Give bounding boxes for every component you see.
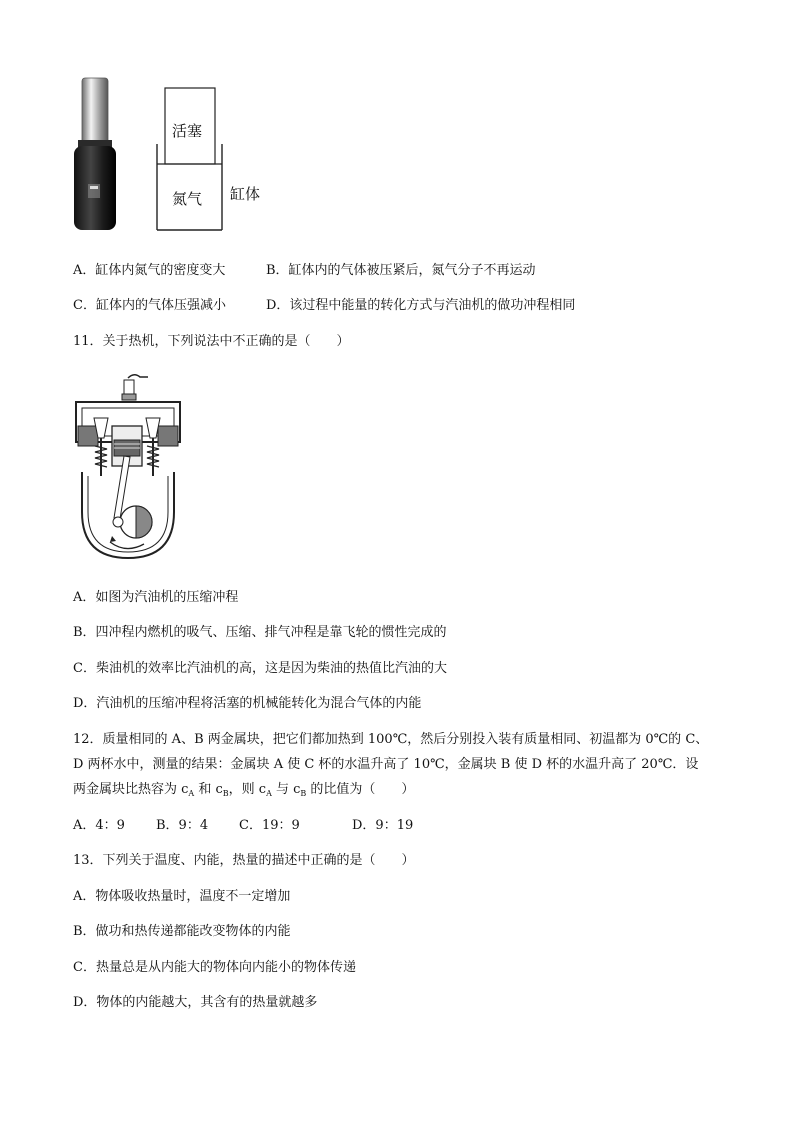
q12-option-d[interactable]: D．9：19 — [352, 818, 414, 833]
q11-option-b[interactable]: B．四冲程内燃机的吸气、压缩、排气冲程是靠飞轮的惯性完成的 — [73, 625, 447, 640]
cylinder-label: 缸体 — [230, 185, 261, 203]
q12-option-c[interactable]: C．19：9 — [239, 818, 300, 833]
q11-option-c[interactable]: C．柴油机的效率比汽油机的高，这是因为柴油的热值比汽油的大 — [73, 661, 447, 676]
q12-stem-line3: 两金属块比热容为 $c_A$ 和 $c_B$，则 $c_A$ 与 $c_B$ 的比值为（ ） — [73, 782, 415, 798]
engine-compression-stroke-diagram — [74, 372, 186, 564]
q13-option-b[interactable]: B．做功和热传递都能改变物体的内能 — [73, 924, 291, 939]
q13-option-d[interactable]: D．物体的内能越大，其含有的热量就越多 — [73, 995, 318, 1010]
q11-stem: 11．关于热机，下列说法中不正确的是（ ） — [73, 334, 350, 349]
q10-option-c[interactable]: C．缸体内的气体压强减小 — [73, 298, 226, 313]
q10-option-d[interactable]: D．该过程中能量的转化方式与汽油机的做功冲程相同 — [266, 298, 576, 313]
q12-option-a[interactable]: A．4：9 — [73, 818, 125, 833]
q12-stem-line2: D 两杯水中，测量的结果：金属块 A 使 C 杯的水温升高了 10℃，金属块 B 使 D 杯的水温升高了 20℃．设 — [73, 757, 699, 772]
q13-option-a[interactable]: A．物体吸收热量时，温度不一定增加 — [73, 889, 291, 904]
q13-stem: 13．下列关于温度、内能，热量的描述中正确的是（ ） — [73, 853, 415, 868]
q13-option-c[interactable]: C．热量总是从内能大的物体向内能小的物体传递 — [73, 960, 356, 975]
q12-option-b[interactable]: B．9：4 — [156, 818, 209, 833]
q12-stem-line1: 12．质量相同的 A、B 两金属块，把它们都加热到 100℃，然后分别投入装有质量相同、初温都为 0℃的 C、 — [73, 732, 709, 747]
piston-label: 活塞 — [172, 122, 203, 140]
q11-option-a[interactable]: A．如图为汽油机的压缩冲程 — [73, 590, 239, 605]
q10-option-a[interactable]: A．缸体内氮气的密度变大 — [73, 263, 226, 278]
nitrogen-label: 氮气 — [172, 190, 203, 208]
piston-cylinder-diagram — [150, 86, 280, 236]
q11-option-d[interactable]: D．汽油机的压缩冲程将活塞的机械能转化为混合气体的内能 — [73, 696, 422, 711]
gas-spring-photo — [66, 76, 126, 236]
q10-option-b[interactable]: B．缸体内的气体被压紧后，氮气分子不再运动 — [266, 263, 536, 278]
